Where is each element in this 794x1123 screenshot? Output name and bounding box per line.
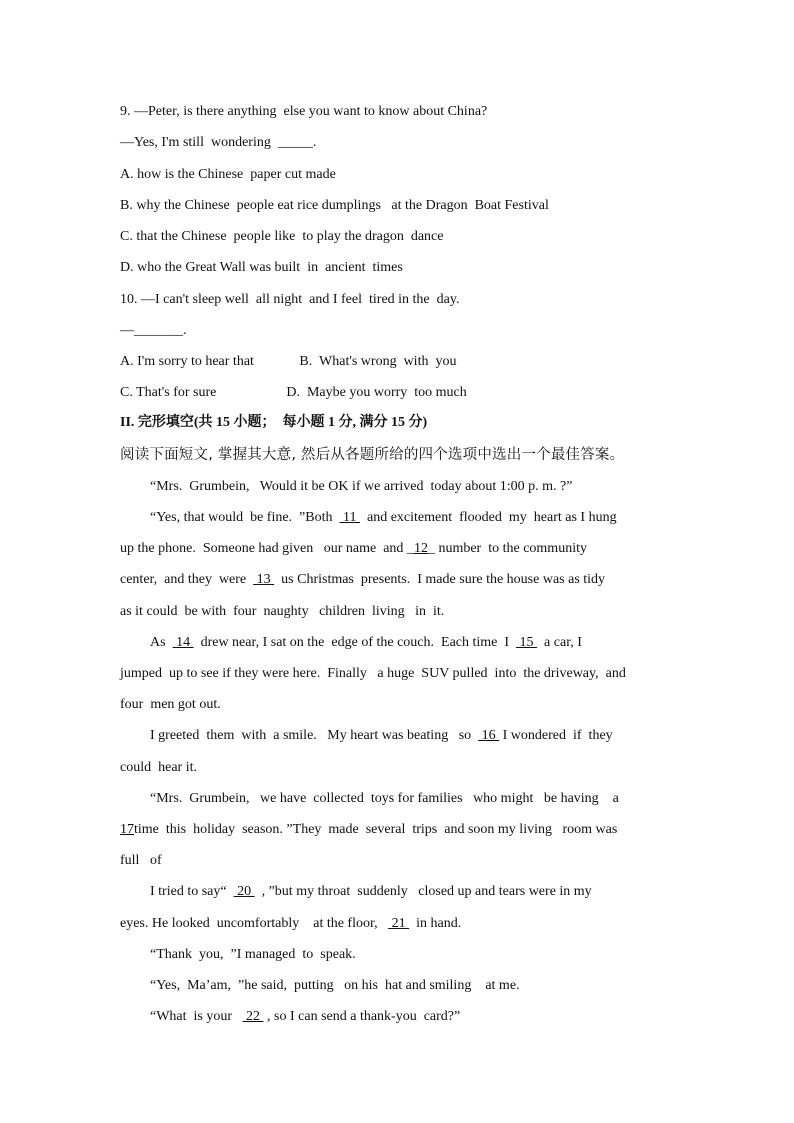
blank-20: 20 [233,884,255,899]
passage-text: drew near, I sat on the edge of the couch. Each time I [193,635,517,650]
passage-line [150,634,582,652]
blank-21: 21 [388,916,410,931]
passage-text: _ number to the community [427,541,587,556]
passage-line [150,727,613,745]
passage-text: I wondered if they [499,728,613,743]
passage-text: and excitement flooded my heart as I hung [359,510,617,525]
blank-22: 22 [242,1009,264,1024]
passage-text: I greeted them with a smile. My heart was beating so [150,728,479,743]
blank-15: 15 [516,635,538,650]
section-instruction: 阅读下面短文, 掌握其大意, 然后从各题所给的四个选项中选出一个最佳答案。 [120,447,625,463]
blank-17: 17 [120,822,134,837]
blank-13: 13 [253,572,275,587]
passage-line: full of [120,853,162,868]
passage-line: could hear it. [120,760,197,775]
question-9-option-d: D. who the Great Wall was built in ancient times [120,260,403,275]
passage-text: eyes. He looked uncomfortably at the floor, [120,916,389,931]
question-9-option-a: A. how is the Chinese paper cut made [120,167,336,182]
question-9-option-b: B. why the Chinese people eat rice dumplings at the Dragon Boat Festival [120,198,549,213]
section-heading: II. 完形填空(共 15 小题； 每小题 1 分, 满分 15 分) [120,415,428,430]
passage-text: us Christmas presents. I made sure the house was as tidy [274,572,606,587]
passage-text: “Yes, that would be fine. ”Both [150,510,340,525]
passage-text: center, and they were [120,572,254,587]
passage-text: a car, I [537,635,582,650]
passage-text: time this holiday season. ”They made several trips and soon my living room was [134,822,618,837]
passage-line: “Thank you, ”I managed to speak. [150,947,356,962]
passage-line [150,509,617,527]
question-10-stem: 10. —I can't sleep well all night and I feel tired in the day. [120,292,460,307]
passage-text: , ”but my throat suddenly closed up and tears were in my [254,884,592,899]
passage-text: I tried to say“ [150,884,234,899]
passage-line: four men got out. [120,697,221,712]
blank-11: 11 [339,510,360,525]
passage-line: jumped up to see if they were here. Finally a huge SUV pulled into the driveway, and [120,666,626,681]
passage-text: “What is your [150,1009,243,1024]
passage-line [120,571,605,589]
question-9-stem: 9. —Peter, is there anything else you want to know about China? [120,104,488,119]
passage-line [150,1008,460,1026]
passage-text: As [150,635,173,650]
blank-14: 14 [172,635,194,650]
passage-text: up the phone. Someone had given our name and _ [120,541,414,556]
passage-line: as it could be with four naughty children living in it. [120,604,445,619]
passage-line: “Yes, Ma’am, ”he said, putting on his hat and smiling at me. [150,978,520,993]
passage-line: “Mrs. Grumbein, Would it be OK if we arrived today about 1:00 p. m. ?” [150,479,573,494]
passage-text: , so I can send a thank-you card?” [263,1009,461,1024]
passage-text: in hand. [409,916,462,931]
blank-12: 12 [413,541,428,556]
passage-line [120,915,461,933]
question-10-options-ab: A. I'm sorry to hear that B. What's wrong with you [120,354,457,369]
question-9-option-c: C. that the Chinese people like to play the dragon dance [120,229,444,244]
passage-line: “Mrs. Grumbein, we have collected toys for families who might be having a [150,791,619,806]
blank-16: 16 [478,728,500,743]
passage-line [150,883,592,901]
passage-line [120,540,587,558]
question-9-response: —Yes, I'm still wondering _____. [120,135,317,150]
question-10-options-cd: C. That's for sure D. Maybe you worry too much [120,385,467,400]
question-10-response: —_______. [120,323,187,338]
passage-line [120,821,617,839]
